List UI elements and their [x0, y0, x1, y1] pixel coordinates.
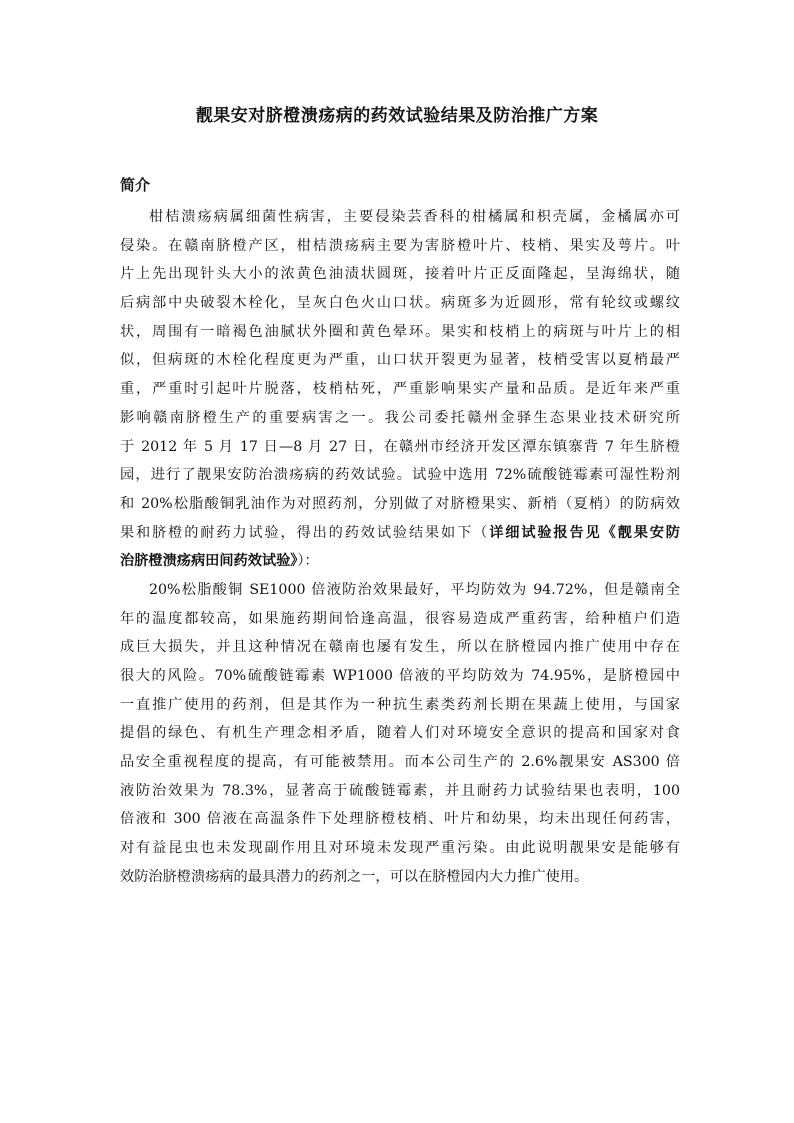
report-reference-bold: 治脐橙溃疡病田间药效试验》 — [120, 553, 298, 570]
paragraph-2-line: 倍液和 300 倍液在高温条件下处理脐橙枝梢、叶片和幼果，均未出现任何药害， — [120, 811, 680, 828]
paragraph-2-line: 品安全重视程度的提高，有可能被禁用。而本公司生产的 2.6%靓果安 AS300 倍 — [120, 754, 680, 771]
paragraph-2-line: 20%松脂酸铜 SE1000 倍液防治效果最好，平均防效为 94.72%，但是赣南全 — [149, 581, 680, 598]
paragraph-1-line: 片上先出现针头大小的浓黄色油渍状圆斑，接着叶片正反面隆起，呈海绵状，随 — [120, 266, 680, 283]
document-title: 靓果安对脐橙溃疡病的药效试验结果及防治推广方案 — [195, 106, 599, 126]
paragraph-1-line: 似，但病斑的木栓化程度更为严重，山口状开裂更为显著，枝梢受害以夏梢最严 — [120, 352, 680, 369]
paragraph-2-line: 对有益昆虫也未发现副作用且对环境未发现严重污染。由此说明靓果安是能够有 — [120, 840, 680, 857]
paragraph-1-line: 侵染。在赣南脐橙产区，柑桔溃疡病主要为害脐橙叶片、枝梢、果实及萼片。叶 — [120, 237, 680, 254]
paragraph-1-line: 重，严重时引起叶片脱落，枝梢枯死，严重影响果实产量和品质。是近年来严重 — [120, 381, 680, 398]
paragraph-2-line: 成巨大损失，并且这种情况在赣南也屡有发生，所以在脐橙园内推广使用中存在 — [120, 639, 680, 656]
paragraph-1-line: 园，进行了靓果安防治溃疡病的药效试验。试验中选用 72%硫酸链霉素可湿性粉剂 — [120, 467, 680, 484]
paragraph-1-line-final — [120, 547, 680, 576]
paragraph-1-end: ）： — [297, 553, 319, 570]
body-text — [120, 203, 680, 892]
paragraph-1-line: 柑桔溃疡病属细菌性病害，主要侵染芸香科的柑橘属和枳壳属，金橘属亦可 — [149, 209, 680, 225]
paragraph-2-line-final: 效防治脐橙溃疡病的最具潜力的药剂之一，可以在脐橙园内大力推广使用。 — [120, 868, 589, 885]
paragraph-1-line: 和 20%松脂酸铜乳油作为对照药剂，分别做了对脐橙果实、新梢（夏梢）的防病效 — [120, 495, 680, 512]
report-reference-bold: 详细试验报告见《靓果安防 — [489, 524, 680, 541]
paragraph-1-line: 状，周围有一暗褐色油腻状外圈和黄色晕环。果实和枝梢上的病斑与叶片上的相 — [120, 323, 680, 340]
paragraph-2-line: 提倡的绿色、有机生产理念相矛盾，随着人们对环境安全意识的提高和国家对食 — [120, 725, 680, 742]
paragraph-2-line: 一直推广使用的药剂，但是其作为一种抗生素类药剂长期在果蔬上使用，与国家 — [120, 696, 680, 713]
paragraph-1-line: 于 2012 年 5 月 17 日—8 月 27 日，在赣州市经济开发区潭东镇寨背 7 年生脐橙 — [120, 438, 680, 455]
paragraph-2-line: 很大的风险。70%硫酸链霉素 WP1000 倍液的平均防效为 74.95%，是脐橙园中 — [120, 668, 680, 684]
paragraph-1-line: 影响赣南脐橙生产的重要病害之一。我公司委托赣州金驿生态果业技术研究所 — [120, 409, 680, 426]
section-heading-intro: 简介 — [120, 176, 151, 194]
paragraph-1-line-with-reference — [120, 519, 680, 548]
paragraph-2-line: 年的温度都较高，如果施药期间恰逢高温，很容易造成严重药害，给种植户们造 — [120, 610, 680, 627]
paragraph-2-line: 液防治效果为 78.3%，显著高于硫酸链霉素，并且耐药力试验结果也表明，100 — [120, 782, 680, 799]
paragraph-1-line: 后病部中央破裂木栓化，呈灰白色火山口状。病斑多为近圆形，常有轮纹或螺纹 — [120, 295, 680, 312]
paragraph-1-text: 果和脐橙的耐药力试验，得出的药效试验结果如下（ — [120, 524, 490, 541]
